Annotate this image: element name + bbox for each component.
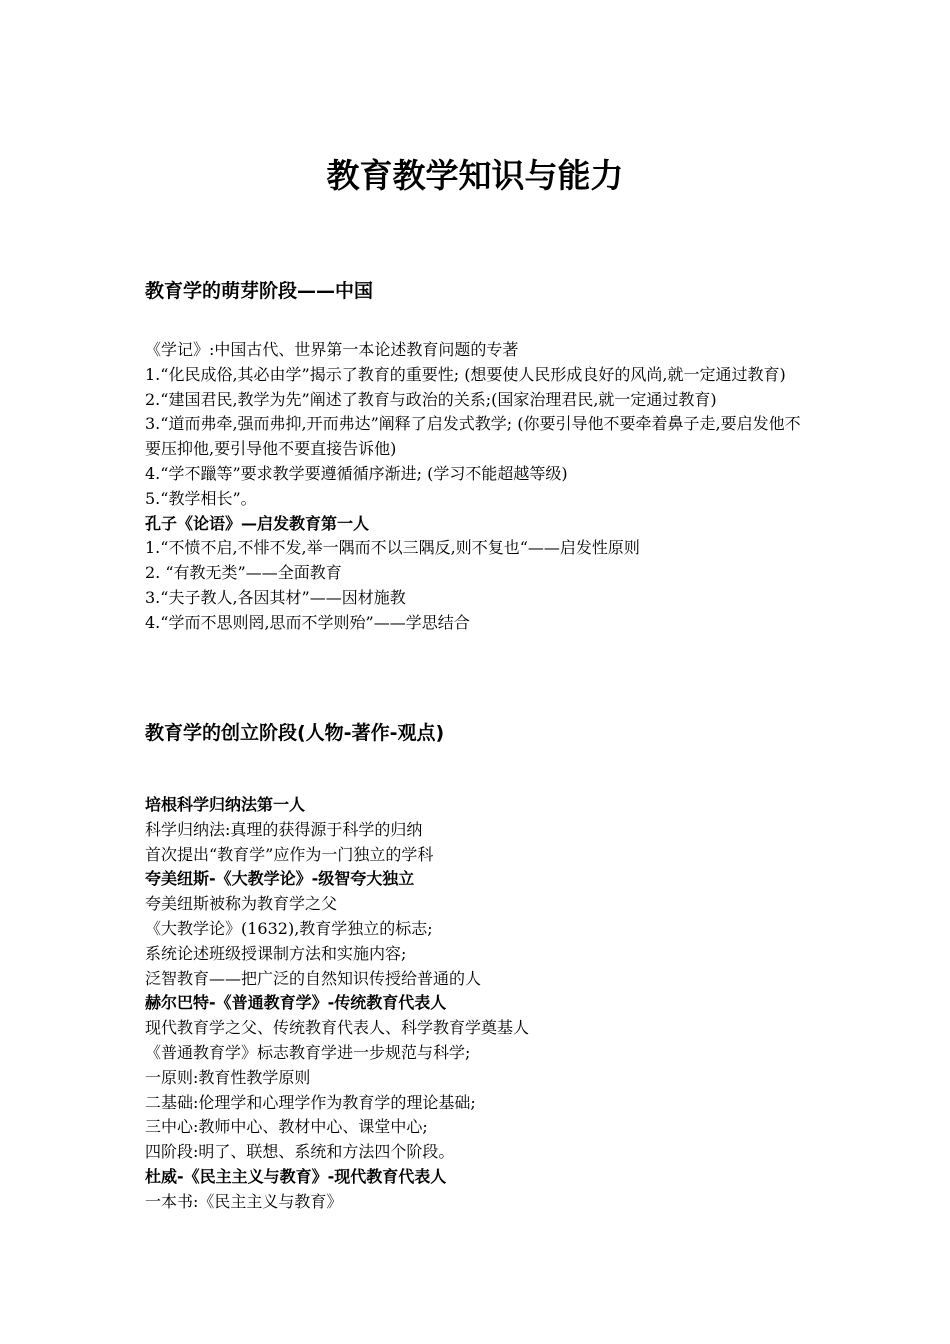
section-heading-sprouting-stage: 教育学的萌芽阶段——中国: [145, 280, 374, 302]
text-line: 《大教学论》(1632),教育学独立的标志;: [145, 918, 433, 938]
text-line: 一本书:《民主主义与教育》: [145, 1191, 343, 1211]
text-line: 科学归纳法:真理的获得源于科学的归纳: [145, 819, 423, 839]
text-line: 2.“建国君民,教学为先”阐述了教育与政治的关系;(国家治理君民,就一定通过教育): [145, 389, 717, 409]
text-line: 3.“道而弗牵,强而弗抑,开而弗达”阐释了启发式教学; (你要引导他不要牵着鼻子走,要启发他不要压抑他,要引导他不要直接告诉他): [145, 414, 801, 459]
subheading-line: 培根科学归纳法第一人: [145, 795, 306, 814]
text-line: 二基础:伦理学和心理学作为教育学的理论基础;: [145, 1092, 476, 1112]
subheading-line: 夸美纽斯-《大教学论》-级智夸大独立: [145, 869, 415, 889]
text-line: 现代教育学之父、传统教育代表人、科学教育学奠基人: [145, 1018, 530, 1038]
text-line: 4.“学而不思则罔,思而不学则殆”——学思结合: [145, 612, 470, 632]
text-line: 3.“夫子教人,各因其材”——因材施教: [145, 587, 406, 607]
text-line: 一原则:教育性教学原则: [145, 1067, 311, 1087]
text-line: 1.“化民成俗,其必由学”揭示了教育的重要性; (想要使人民形成良好的风尚,就一定通过教育): [145, 364, 786, 384]
text-line: 4.“学不躐等”要求教学要遵循循序渐进; (学习不能超越等级): [145, 463, 568, 483]
text-line: 泛智教育——把广泛的自然知识传授给普通的人: [145, 968, 482, 988]
text-line: 《普通教育学》标志教育学进一步规范与科学;: [145, 1042, 471, 1062]
text-line: 《学记》:中国古代、世界第一本论述教育问题的专著: [145, 340, 519, 359]
text-line: 四阶段:明了、联想、系统和方法四个阶段。: [145, 1142, 455, 1162]
text-line: 夸美纽斯被称为教育学之父: [145, 894, 338, 914]
subheading-line: 赫尔巴特-《普通教育学》-传统教育代表人: [145, 993, 447, 1013]
subheading-line: 杜威-《民主主义与教育》-现代教育代表人: [145, 1166, 447, 1186]
text-line: 三中心:教师中心、教材中心、课堂中心;: [145, 1117, 428, 1137]
text-line: 系统论述班级授课制方法和实施内容;: [145, 943, 407, 963]
section-body-sprouting-stage: [145, 338, 810, 636]
section-body-founding-stage: [145, 793, 810, 1215]
text-line: 5.“教学相长”。: [145, 488, 257, 508]
document-title: 教育教学知识与能力: [326, 156, 624, 195]
text-line: 首次提出“教育学”应作为一门独立的学科: [145, 844, 434, 864]
text-line: 1.“不愤不启,不悱不发,举一隅而不以三隅反,则不复也“——启发性原则: [145, 538, 640, 558]
subheading-line: 孔子《论语》—启发教育第一人: [145, 513, 370, 533]
text-line: 2. “有教无类”——全面教育: [145, 563, 342, 583]
section-heading-founding-stage: 教育学的创立阶段(人物-著作-观点): [145, 722, 445, 744]
